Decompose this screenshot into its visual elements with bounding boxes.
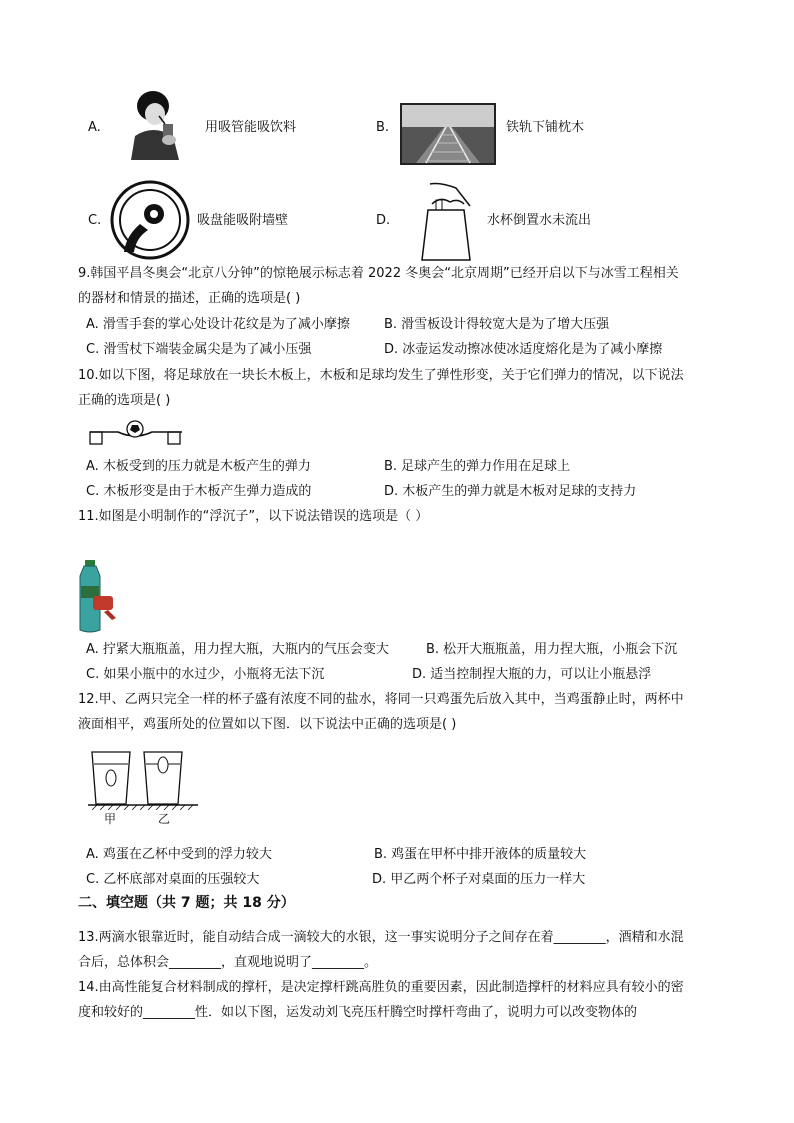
q8-option-c-letter: C.: [88, 213, 102, 228]
section-heading-fill-in: 二、填空题（共 7 题；共 18 分）: [78, 895, 295, 911]
q12-stem-line2: 液面相平，鸡蛋所处的位置如以下图．以下说法中正确的选项是( ): [78, 717, 457, 732]
q13-stem-line2: 合后，总体积会________，直观地说明了________。: [78, 955, 378, 970]
q11-option-c: C. 如果小瓶中的水过少，小瓶将无法下沉: [86, 667, 325, 682]
q11-option-b: B. 松开大瓶瓶盖，用力捏大瓶，小瓶会下沉: [426, 642, 678, 657]
q8-option-d-text: 水杯倒置水未流出: [487, 213, 592, 228]
inverted-cup-image: [410, 180, 480, 262]
q9-option-c: C. 滑雪杖下端装金属尖是为了减小压强: [86, 342, 312, 357]
q10-stem-line1: 10.如以下图，将足球放在一块长木板上，木板和足球均发生了弹性形变，关于它们弹力的情况，以下说法: [78, 368, 684, 383]
suction-cup-image: [110, 178, 190, 262]
q12-option-a: A. 鸡蛋在乙杯中受到的浮力较大: [86, 847, 272, 862]
q13-stem-line1: 13.两滴水银靠近时，能自动结合成一滴较大的水银，这一事实说明分子之间存在着________，酒精和水混: [78, 930, 684, 945]
q10-option-d: D. 木板产生的弹力就是木板对足球的支持力: [384, 484, 637, 499]
q12-option-b: B. 鸡蛋在甲杯中排开液体的质量较大: [374, 847, 587, 862]
q8-option-d-letter: D.: [376, 213, 391, 228]
egg-in-cups-diagram: [88, 748, 208, 810]
q10-option-c: C. 木板形变是由于木板产生弹力造成的: [86, 484, 312, 499]
q11-stem: 11.如图是小明制作的“浮沉子”，以下说法错误的选项是（ ）: [78, 509, 429, 524]
boy-drinking-straw-image: [123, 88, 185, 160]
cup-label-yi: 乙: [158, 812, 171, 826]
cartesian-diver-bottle-image: [78, 560, 118, 634]
q8-option-a-letter: A.: [88, 120, 101, 135]
q10-stem-line2: 正确的选项是( ): [78, 393, 171, 408]
cup-label-jia: 甲: [104, 812, 117, 826]
q8-option-b-letter: B.: [376, 120, 390, 135]
railway-track-image: [400, 103, 496, 165]
q12-option-c: C. 乙杯底部对桌面的压强较大: [86, 872, 260, 887]
football-on-board-diagram: [88, 420, 184, 446]
q11-option-d: D. 适当控制捏大瓶的力，可以让小瓶悬浮: [412, 667, 652, 682]
q10-option-b: B. 足球产生的弹力作用在足球上: [384, 459, 571, 474]
q11-option-a: A. 拧紧大瓶瓶盖，用力捏大瓶，大瓶内的气压会变大: [86, 642, 389, 657]
q9-option-d: D. 冰壶运发动擦冰使冰适度熔化是为了减小摩擦: [384, 342, 663, 357]
q12-stem-line1: 12.甲、乙两只完全一样的杯子盛有浓度不同的盐水，将同一只鸡蛋先后放入其中，当鸡蛋静止时，两杯中: [78, 692, 684, 707]
q14-stem-line2: 度和较好的________性．如以下图，运发动刘飞亮压杆腾空时撑杆弯曲了，说明力可以改变物体的: [78, 1005, 638, 1020]
q14-stem-line1: 14.由高性能复合材料制成的撑杆，是决定撑杆跳高胜负的重要因素，因此制造撑杆的材料应具有较小的密: [78, 980, 684, 995]
q8-option-b-text: 铁轨下铺枕木: [506, 120, 585, 135]
q8-option-c-text: 吸盘能吸附墙壁: [197, 213, 289, 228]
q10-option-a: A. 木板受到的压力就是木板产生的弹力: [86, 459, 311, 474]
q8-option-a-text: 用吸管能吸饮料: [205, 120, 297, 135]
q9-option-a: A. 滑雪手套的掌心处设计花纹是为了减小摩擦: [86, 317, 350, 332]
q9-stem-line1: 9.韩国平昌冬奥会“北京八分钟”的惊艳展示标志着 2022 冬奥会“北京周期”已经开启以下与冰雪工程相关: [78, 266, 679, 281]
q9-option-b: B. 滑雪板设计得较宽大是为了增大压强: [384, 317, 610, 332]
q12-option-d: D. 甲乙两个杯子对桌面的压力一样大: [372, 872, 586, 887]
q9-stem-line2: 的器材和情景的描述，正确的选项是( ): [78, 291, 301, 306]
